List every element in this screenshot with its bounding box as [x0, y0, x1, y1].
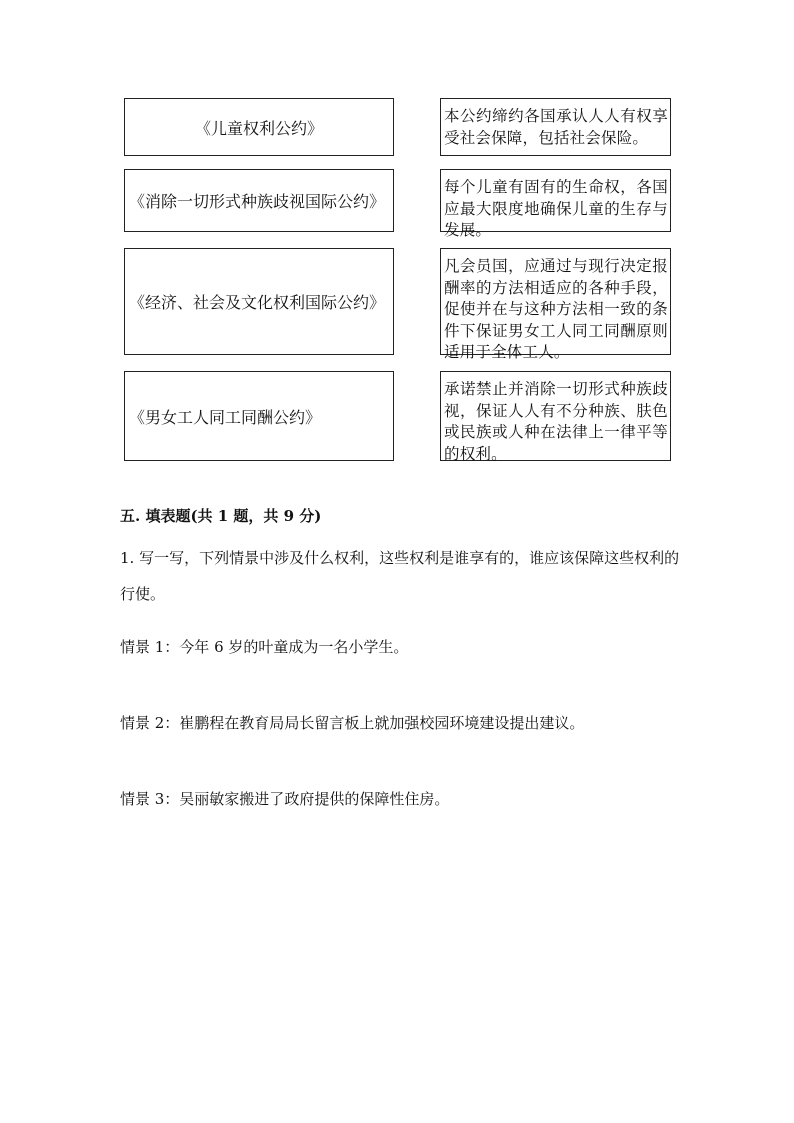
convention-label: 《男女工人同工同酬公约》	[129, 407, 322, 427]
scene-1: 情景 1：今年 6 岁的叶童成为一名小学生。	[120, 638, 409, 656]
scene-2: 情景 2：崔鹏程在教育局局长留言板上就加强校园环境建设提出建议。	[120, 714, 585, 732]
convention-label: 《消除一切形式种族歧视国际公约》	[129, 192, 386, 211]
convention-box-4	[124, 371, 394, 461]
provision-box-2	[440, 169, 671, 239]
provision-box-3	[440, 248, 671, 361]
scene-3: 情景 3：吴丽敏家搬进了政府提供的保障性住房。	[120, 790, 450, 808]
question-text: 1. 写一写，下列情景中涉及什么权利，这些权利是谁享有的，谁应该保障这些权利的行使。	[120, 549, 680, 603]
provision-text: 承诺禁止并消除一切形式种族歧视，保证人人有不分种族、肤色或民族或人种在法律上一律平等的权利。	[444, 380, 668, 463]
provision-box-4	[440, 371, 671, 461]
provision-text: 本公约缔约各国承认人人有权享受社会保障，包括社会保险。	[444, 107, 668, 147]
provision-box-1	[440, 98, 671, 156]
convention-box-1	[124, 98, 394, 156]
convention-box-2	[124, 169, 394, 232]
section-title: 五. 填表题(共 1 题，共 9 分)	[120, 507, 322, 525]
convention-label: 《经济、社会及文化权利国际公约》	[129, 293, 386, 312]
convention-label: 《儿童权利公约》	[194, 118, 323, 138]
provision-text: 每个儿童有固有的生命权，各国应最大限度地确保儿童的生存与发展。	[444, 178, 668, 239]
convention-box-3	[124, 248, 394, 355]
provision-text: 凡会员国，应通过与现行决定报酬率的方法相适应的各种手段，促使并在与这种方法相一致的条件下保证男女工人同工同酬原则适用于全体工人。	[444, 257, 668, 361]
